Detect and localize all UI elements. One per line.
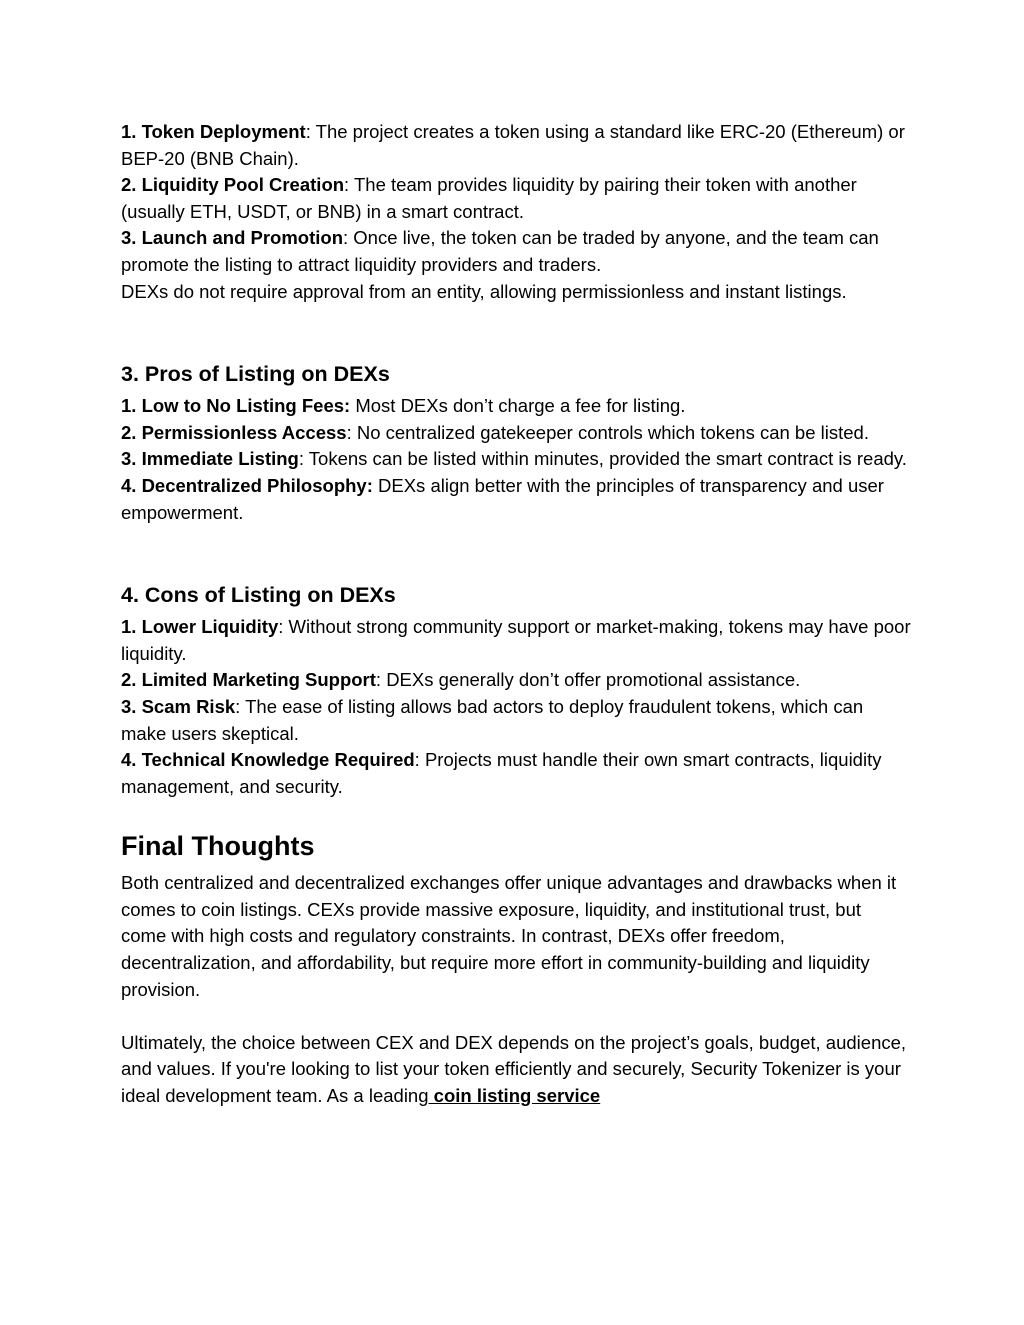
step-text: : Once live, the token can be traded by anyone, and the team can promote the listing to attract liquidity providers and traders. bbox=[121, 227, 879, 275]
cons-item-label: 3. Scam Risk bbox=[121, 695, 236, 717]
pros-item-label: 2. Permissionless Access bbox=[121, 421, 347, 443]
pros-item bbox=[121, 420, 911, 447]
step-liquidity-pool-creation bbox=[121, 172, 911, 225]
final-paragraph-2-text: Ultimately, the choice between CEX and DEX depends on the project’s goals, budget, audience, and values. If you're looking to list your token efficiently and securely, Security Tokenizer is your ideal development team. As a leading bbox=[121, 1031, 907, 1107]
final-paragraph-2 bbox=[121, 1030, 911, 1110]
cons-item-label: 1. Lower Liquidity bbox=[121, 616, 279, 638]
final-thoughts-heading: Final Thoughts bbox=[121, 831, 315, 862]
pros-item-text: : Tokens can be listed within minutes, provided the smart contract is ready. bbox=[298, 448, 907, 470]
pros-item bbox=[121, 393, 911, 420]
step-token-deployment bbox=[121, 119, 911, 172]
step-label: 2. Liquidity Pool Creation bbox=[121, 174, 345, 196]
step-label: 3. Launch and Promotion bbox=[121, 227, 344, 249]
cons-item-text: : Without strong community support or market-making, tokens may have poor liquidity. bbox=[121, 616, 911, 664]
pros-item-text: DEXs align better with the principles of transparency and user empowerment. bbox=[121, 474, 884, 523]
intro-note: DEXs do not require approval from an entity, allowing permissionless and instant listings. bbox=[121, 280, 847, 302]
cons-item bbox=[121, 614, 911, 667]
cons-item-text: : The ease of listing allows bad actors to deploy fraudulent tokens, which can make users skeptical. bbox=[121, 695, 864, 744]
cons-item-text: : Projects must handle their own smart contracts, liquidity management, and security. bbox=[121, 749, 882, 797]
step-text: : The project creates a token using a standard like ERC-20 (Ethereum) or BEP-20 (BNB Chain). bbox=[121, 121, 905, 169]
pros-item-text: Most DEXs don’t charge a fee for listing. bbox=[350, 395, 686, 417]
final-paragraph-1: Both centralized and decentralized exchanges offer unique advantages and drawbacks when it comes to coin listings. CEXs provide massive exposure, liquidity, and institutional trust, but come with high costs and regulatory constraints. In contrast, DEXs offer freedom, decentralization, and affordability, but require more effort in community-building and liquidity provision. bbox=[121, 872, 897, 1000]
pros-item-label: 1. Low to No Listing Fees: bbox=[121, 395, 351, 417]
pros-item bbox=[121, 446, 911, 473]
step-label: 1. Token Deployment bbox=[121, 121, 306, 142]
pros-item-text: : No centralized gatekeeper controls which tokens can be listed. bbox=[346, 421, 869, 443]
step-text: : The team provides liquidity by pairing their token with another (usually ETH, USDT, or BNB) in a smart contract. bbox=[121, 174, 857, 222]
cons-item bbox=[121, 747, 911, 800]
cons-item bbox=[121, 694, 911, 747]
cons-item-text: : DEXs generally don’t offer promotional assistance. bbox=[375, 669, 801, 691]
cons-item-label: 2. Limited Marketing Support bbox=[121, 669, 376, 691]
cons-item-label: 4. Technical Knowledge Required bbox=[121, 749, 415, 771]
cons-item bbox=[121, 667, 911, 694]
step-launch-and-promotion bbox=[121, 225, 911, 278]
pros-heading: 3. Pros of Listing on DEXs bbox=[121, 362, 390, 387]
cons-heading: 4. Cons of Listing on DEXs bbox=[121, 583, 396, 608]
pros-item bbox=[121, 473, 911, 526]
coin-listing-service-link[interactable]: coin listing service bbox=[428, 1085, 601, 1107]
pros-item-label: 3. Immediate Listing bbox=[121, 448, 299, 470]
document-page bbox=[121, 119, 911, 1110]
pros-item-label: 4. Decentralized Philosophy: bbox=[121, 474, 373, 496]
